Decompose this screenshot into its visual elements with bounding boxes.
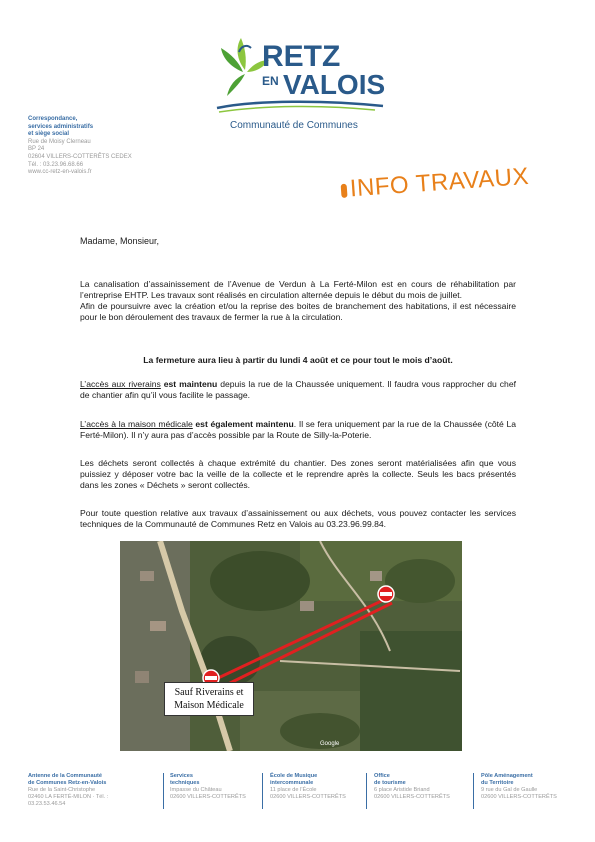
correspondence-line: Tél. : 03.23.96.68.66 — [28, 161, 84, 168]
correspondence-heading-1: Correspondance, — [28, 116, 78, 122]
map-image — [120, 541, 462, 751]
maison-medicale-maintained: est également maintenu — [192, 419, 294, 429]
maison-medicale-text: . Il se fera uniquement par la rue de la Chaussée (côté La Ferté-Milon). Il n’y aura pas d’accès possible par la Route de Silly-la-Poterie. — [80, 419, 516, 440]
footer-heading: techniques — [170, 780, 200, 786]
logo-swoosh — [215, 98, 385, 114]
footer-line: 9 rue du Gal de Gaulle — [481, 787, 538, 793]
info-travaux-text: INFO TRAVAUX — [349, 162, 530, 203]
footer-heading: Office — [374, 773, 390, 779]
footer-line: 6 place Aristide Briand — [374, 787, 430, 793]
footer-line: 11 place de l’École — [270, 787, 317, 793]
logo-subtitle: Communauté de Communes — [230, 120, 358, 131]
correspondence-line: Rue de Moisy Clerneau — [28, 138, 91, 145]
footer-line: 02600 VILLERS-COTTERÊTS — [481, 794, 557, 800]
footer-divider — [473, 773, 474, 809]
paragraph-contact: Pour toute question relative aux travaux d’assainissement ou aux déchets, vous pouvez contacter les services techniques de la Communauté de Communes Retz en Valois au 03.23.96.99.84. — [80, 508, 516, 529]
footer-heading: Services — [170, 773, 194, 779]
map-label-line: Maison Médicale — [174, 700, 244, 711]
paragraph-dechets: Les déchets seront collectés à chaque extrémité du chantier. Des zones seront matérialisées afin que vous puissiez y déposer votre bac la veille de la collecte et le reprendre après la collecte. Seuls les bacs présentés dans les zones « Déchets » seront collectés. — [80, 458, 516, 490]
footer-col-services — [170, 773, 250, 801]
footer-line: 02600 VILLERS-COTTERÊTS — [374, 794, 450, 800]
logo-text-retz: RETZ — [262, 40, 341, 73]
footer-heading: de tourisme — [374, 780, 406, 786]
footer-col-ecole — [270, 773, 350, 801]
correspondence-line: 02604 VILLERS-COTTERÊTS CEDEX — [28, 153, 132, 160]
correspondence-heading-3: et siège social — [28, 131, 70, 138]
riverains-text: depuis la rue de la Chaussée uniquement. Il faudra vous rapprocher du chef de chantier afin qu’il vous facilite le passage. — [80, 379, 516, 400]
paragraph-maison-medicale — [80, 419, 516, 441]
footer-line: 02600 VILLERS-COTTERÊTS — [170, 794, 246, 800]
map-label — [164, 682, 254, 716]
footer-line: 02460 LA FERTÉ-MILON · Tél. : 03.23.53.46.54 — [28, 794, 109, 807]
correspondence-line: BP 24 — [28, 146, 45, 153]
logo-text-en: EN — [262, 74, 279, 88]
footer-heading: de Communes Retz-en-Valois — [28, 780, 107, 786]
paragraph-canalisation — [80, 279, 516, 323]
correspondence-block — [28, 116, 158, 177]
footer-col-tourisme — [374, 773, 454, 801]
riverains-maintained: est maintenu — [160, 379, 218, 389]
footer-heading: intercommunale — [270, 780, 314, 786]
map-watermark: Google — [320, 741, 340, 747]
paragraph-riverains — [80, 379, 516, 401]
map-label-line: Sauf Riverains et — [174, 687, 244, 698]
logo — [215, 30, 385, 135]
footer-line: Impasse du Château — [170, 787, 222, 793]
footer-divider — [163, 773, 164, 809]
footer-heading: École de Musique — [270, 773, 318, 779]
salutation: Madame, Monsieur, — [80, 236, 160, 246]
bullet-icon — [341, 184, 348, 198]
maison-medicale-access-label: L’accès à la maison médicale — [80, 419, 193, 429]
paragraph-text: Afin de poursuivre avec la création et/ou la reprise des boites de branchement des habitations, il est nécessaire pour le bon déroulement des travaux de fermer la rue à la circulation. — [80, 301, 516, 322]
satellite-map — [120, 541, 462, 751]
footer-heading: du Territoire — [481, 780, 514, 786]
correspondence-heading-2: services administratifs — [28, 123, 94, 130]
footer-divider — [262, 773, 263, 809]
riverains-access-label: L’accès aux riverains — [80, 379, 161, 389]
correspondence-website: www.cc-retz-en-valois.fr — [28, 169, 92, 176]
footer-col-antenne — [28, 773, 128, 808]
footer-line: 02600 VILLERS-COTTERÊTS — [270, 794, 346, 800]
logo-text-valois: VALOIS — [283, 69, 386, 100]
footer-heading: Pôle Aménagement — [481, 773, 533, 779]
info-travaux-title — [340, 163, 530, 204]
closure-notice: La fermeture aura lieu à partir du lundi 4 août et ce pour tout le mois d’août. — [143, 355, 453, 365]
footer-line: Rue de la Saint-Christophe — [28, 787, 96, 793]
paragraph-text: La canalisation d’assainissement de l’Avenue de Verdun à La Ferté-Milon est en cours de réhabilitation par l’entreprise EHTP. Les travaux sont réalisés en circulation alternée depuis le début du mois de juillet. — [80, 279, 516, 300]
footer-heading: Antenne de la Communauté — [28, 773, 102, 779]
footer-divider — [366, 773, 367, 809]
footer-col-amenagement — [481, 773, 571, 801]
